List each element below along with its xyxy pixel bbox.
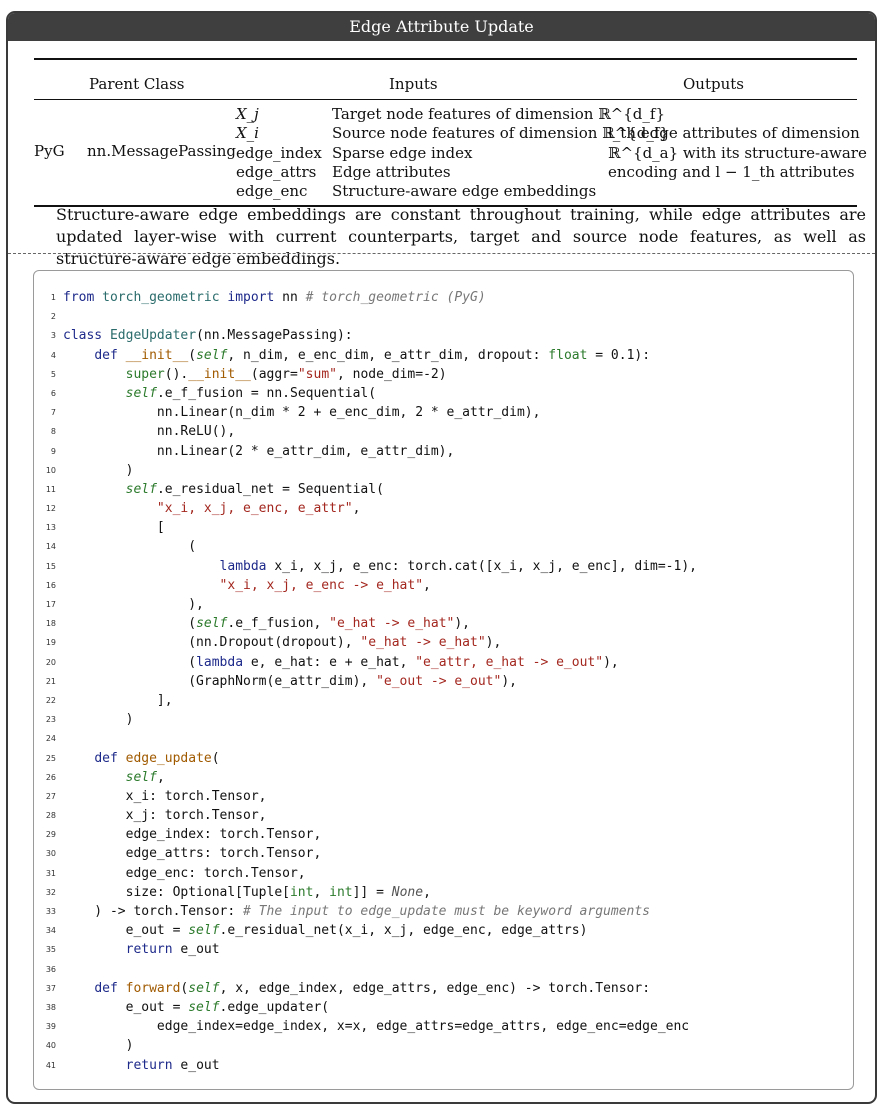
parent-lib: PyG	[34, 142, 65, 160]
code-text: self.e_f_fusion = nn.Sequential(	[125, 385, 377, 401]
parent-class: nn.MessagePassing	[87, 142, 236, 160]
line-number: 22	[45, 695, 56, 705]
line-number: 20	[45, 657, 56, 667]
code-text: (lambda e, e_hat: e + e_hat, "e_attr, e_hat -> e_out"),	[63, 654, 619, 670]
input-name-edge-index: edge_index	[236, 144, 322, 162]
line-number: 15	[45, 561, 56, 571]
line-number: 17	[45, 600, 56, 609]
panel-title: Edge Attribute Update	[8, 13, 875, 41]
line-number: 35	[45, 945, 56, 955]
code-text: self,	[125, 769, 165, 785]
code-text: edge_index: torch.Tensor,	[63, 827, 322, 843]
code-text: def __init__(self, n_dim, e_enc_dim, e_attr_dim, dropout: float = 0.1):	[94, 347, 651, 363]
header-inputs: Inputs	[389, 75, 438, 93]
code-text: def edge_update(	[94, 750, 220, 766]
code-text: super().__init__(aggr="sum", node_dim=-2)	[125, 366, 447, 382]
input-desc-edge-enc: Structure-aware edge embeddings	[332, 182, 597, 200]
line-number: 7	[50, 408, 56, 418]
line-number: 6	[50, 388, 56, 398]
line-number: 24	[45, 734, 56, 744]
output-line-3: encoding and l − 1_th attributes	[608, 163, 855, 181]
line-number: 13	[45, 523, 56, 533]
line-number: 40	[45, 1041, 56, 1051]
code-text: ),	[63, 597, 204, 612]
code-text: (GraphNorm(e_attr_dim), "e_out -> e_out"),	[63, 673, 517, 689]
code-text: (self.e_f_fusion, "e_hat -> e_hat"),	[63, 616, 471, 632]
line-number: 41	[45, 1060, 56, 1070]
code-text: )	[63, 462, 134, 478]
line-number: 1	[50, 293, 56, 302]
code-text: return e_out	[125, 942, 220, 958]
code-text: return e_out	[125, 1057, 220, 1073]
line-number: 38	[45, 1002, 56, 1012]
line-number: 18	[45, 619, 56, 629]
line-number: 33	[45, 907, 56, 916]
line-number: 23	[45, 715, 56, 725]
code-text: )	[63, 712, 134, 728]
line-number: 9	[50, 446, 56, 456]
line-number: 27	[45, 791, 56, 801]
line-number: 30	[45, 849, 56, 859]
code-text: )	[63, 1038, 134, 1054]
input-name-xj: X_j	[236, 105, 259, 123]
line-number: 31	[45, 868, 56, 878]
line-number: 3	[50, 331, 56, 341]
line-number: 16	[45, 580, 56, 590]
code-text: ],	[63, 692, 173, 708]
code-text: from torch_geometric import nn # torch_geometric (PyG)	[63, 290, 486, 305]
code-text: nn.Linear(2 * e_attr_dim, e_attr_dim),	[63, 443, 455, 459]
code-text: (nn.Dropout(dropout), "e_hat -> e_hat"),	[63, 635, 502, 651]
code-text: edge_attrs: torch.Tensor,	[63, 846, 322, 862]
input-desc-edge-attrs: Edge attributes	[332, 163, 451, 181]
input-desc-xj: Target node features of dimension ℝ^{d_f}	[332, 105, 665, 123]
line-number: 39	[45, 1022, 56, 1032]
code-text: nn.Linear(n_dim * 2 + e_enc_dim, 2 * e_attr_dim),	[63, 405, 541, 421]
line-number: 19	[45, 638, 56, 648]
line-number: 8	[50, 427, 56, 437]
line-number: 21	[45, 676, 56, 686]
code-text: nn.ReLU(),	[63, 424, 236, 440]
output-line-1: l_th edge attributes of dimension	[608, 124, 860, 142]
code-text: "x_i, x_j, e_enc -> e_hat",	[219, 577, 431, 593]
code-text: class EdgeUpdater(nn.MessagePassing):	[63, 328, 353, 344]
code-listing	[33, 270, 854, 1090]
line-number: 26	[45, 772, 56, 782]
line-number: 14	[45, 542, 56, 552]
line-number: 2	[50, 312, 56, 322]
line-number: 37	[45, 983, 56, 993]
code-text: e_out = self.e_residual_net(x_i, x_j, edge_enc, edge_attrs)	[63, 923, 588, 939]
line-number: 32	[45, 887, 56, 897]
input-name-edge-attrs: edge_attrs	[236, 163, 317, 181]
line-number: 12	[45, 504, 56, 514]
line-number: 10	[45, 465, 56, 475]
code-text: ) -> torch.Tensor: # The input to edge_update must be keyword arguments	[63, 904, 651, 919]
line-number: 28	[45, 811, 56, 821]
code-text: e_out = self.edge_updater(	[63, 999, 330, 1015]
line-number: 5	[50, 369, 56, 379]
code-text: size: Optional[Tuple[int, int]] = None,	[63, 884, 431, 900]
code-text: [	[63, 520, 165, 536]
code-text: x_j: torch.Tensor,	[63, 808, 267, 824]
panel-frame	[6, 11, 877, 1104]
caption-text: Structure-aware edge embeddings are constant throughout training, while edge attributes are updated layer-wise with current counterparts, target and source node features, as well as structure-aware edge embeddings.	[56, 205, 866, 268]
line-number: 11	[45, 484, 56, 494]
table-header-rule	[34, 99, 857, 100]
output-line-2: ℝ^{d_a} with its structure-aware	[608, 144, 867, 162]
input-name-xi: X_i	[236, 124, 259, 142]
code-text: "x_i, x_j, e_enc, e_attr",	[156, 501, 361, 517]
line-number: 34	[45, 926, 56, 936]
code-text: edge_enc: torch.Tensor,	[63, 865, 306, 881]
code-text: edge_index=edge_index, x=x, edge_attrs=edge_attrs, edge_enc=edge_enc	[63, 1019, 690, 1035]
line-number: 36	[45, 964, 56, 974]
dashed-divider	[8, 253, 875, 254]
line-number: 4	[50, 350, 56, 360]
input-desc-xi: Source node features of dimension ℝ^{d_f}	[332, 124, 669, 142]
table-top-rule	[34, 58, 857, 60]
input-desc-edge-index: Sparse edge index	[332, 144, 473, 162]
code-text: self.e_residual_net = Sequential(	[125, 481, 384, 497]
header-parent-class: Parent Class	[89, 75, 185, 93]
header-outputs: Outputs	[683, 75, 744, 93]
code-text: (	[63, 539, 197, 555]
code-text: x_i: torch.Tensor,	[63, 788, 267, 804]
code-text: lambda x_i, x_j, e_enc: torch.cat([x_i, x_j, e_enc], dim=-1),	[219, 558, 697, 574]
code-text: def forward(self, x, edge_index, edge_attrs, edge_enc) -> torch.Tensor:	[94, 980, 651, 996]
line-number: 29	[45, 830, 56, 840]
input-name-edge-enc: edge_enc	[236, 182, 308, 200]
line-number: 25	[45, 753, 56, 763]
